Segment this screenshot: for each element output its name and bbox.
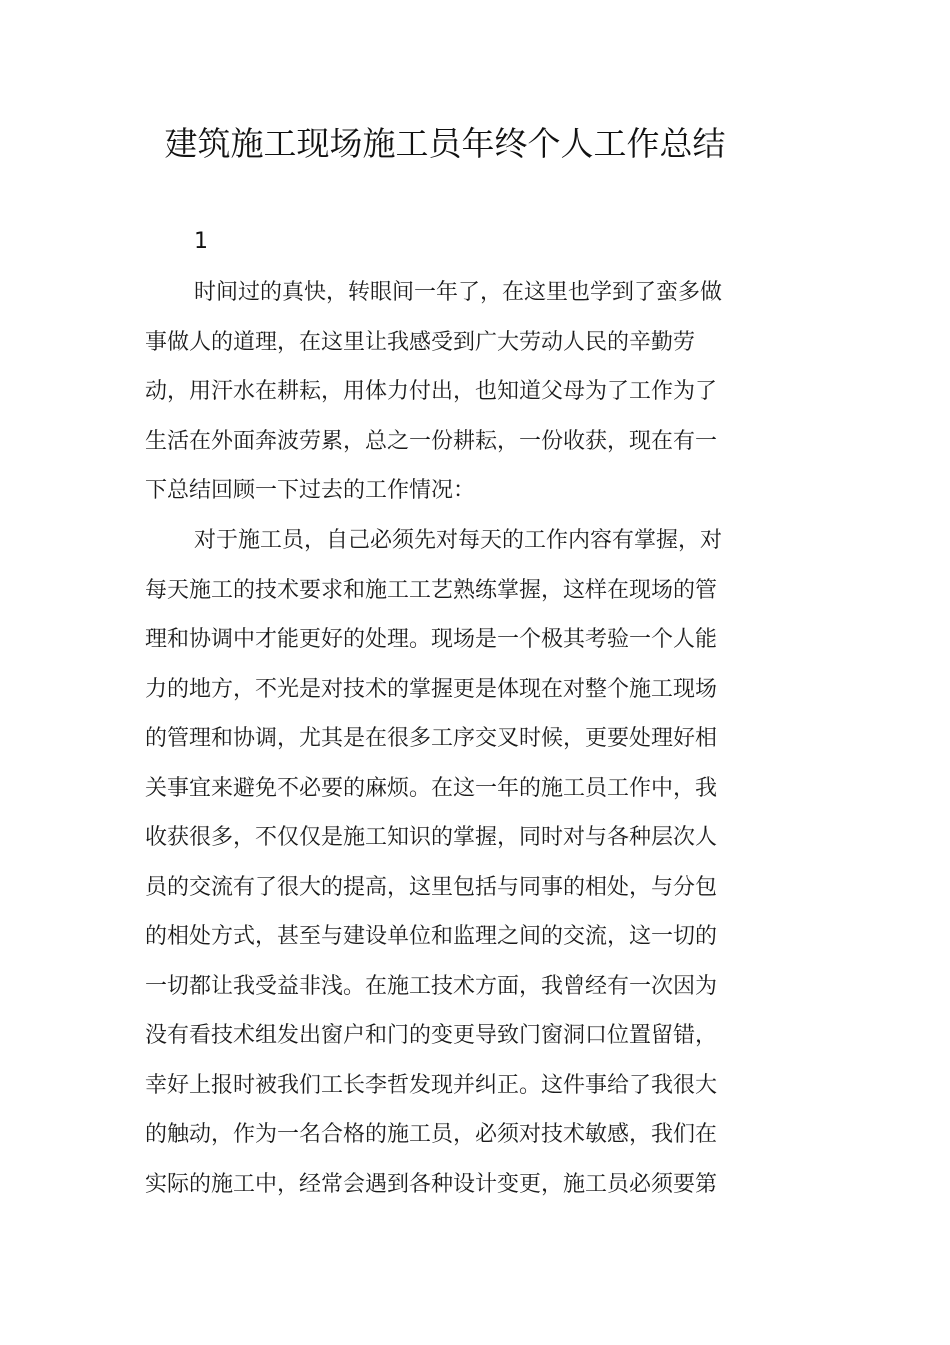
paragraph-2: [145, 516, 745, 1209]
paragraph-line: 下总结回顾一下过去的工作情况：: [145, 478, 476, 503]
paragraph-line: 收获很多，不仅仅是施工知识的掌握，同时对与各种层次人: [145, 825, 718, 850]
paragraph-line: 动，用汗水在耕耘，用体力付出，也知道父母为了工作为了: [145, 379, 718, 404]
paragraph-line: 对于施工员，自己必须先对每天的工作内容有掌握，对: [194, 528, 723, 553]
paragraph-line: 事做人的道理，在这里让我感受到广大劳动人民的辛勤劳: [145, 329, 696, 355]
paragraph-line: 幸好上报时被我们工长李哲发现并纠正。这件事给了我很大: [145, 1072, 718, 1098]
paragraph-line: 理和协调中才能更好的处理。现场是一个极其考验一个人能: [145, 627, 718, 652]
paragraph-line: 力的地方，不光是对技术的掌握更是体现在对整个施工现场: [145, 676, 718, 702]
paragraph-line: 每天施工的技术要求和施工工艺熟练掌握，这样在现场的管: [145, 577, 718, 603]
paragraph-line: 关事宜来避免不必要的麻烦。在这一年的施工员工作中，我: [145, 775, 718, 801]
paragraph-line: 一切都让我受益非浅。在施工技术方面，我曾经有一次因为: [145, 973, 718, 999]
paragraph-line: 的相处方式，甚至与建设单位和监理之间的交流，这一切的: [145, 924, 718, 949]
paragraph-1: [145, 268, 745, 516]
paragraph-line: 员的交流有了很大的提高，这里包括与同事的相处，与分包: [145, 874, 718, 900]
paragraph-line: 时间过的真快，转眼间一年了，在这里也学到了蛮多做: [194, 280, 723, 305]
paragraph-line: 的触动，作为一名合格的施工员，必须对技术敏感，我们在: [145, 1122, 718, 1147]
paragraph-line: 实际的施工中，经常会遇到各种设计变更，施工员必须要第: [145, 1171, 718, 1197]
section-number: 1: [194, 229, 208, 254]
paragraph-line: 没有看技术组发出窗户和门的变更导致门窗洞口位置留错，: [145, 1023, 718, 1048]
paragraph-line: 的管理和协调，尤其是在很多工序交叉时候，更要处理好相: [145, 726, 718, 751]
paragraph-line: 生活在外面奔波劳累，总之一份耕耘，一份收获，现在有一: [145, 428, 718, 454]
document-title: 建筑施工现场施工员年终个人工作总结: [164, 124, 726, 163]
